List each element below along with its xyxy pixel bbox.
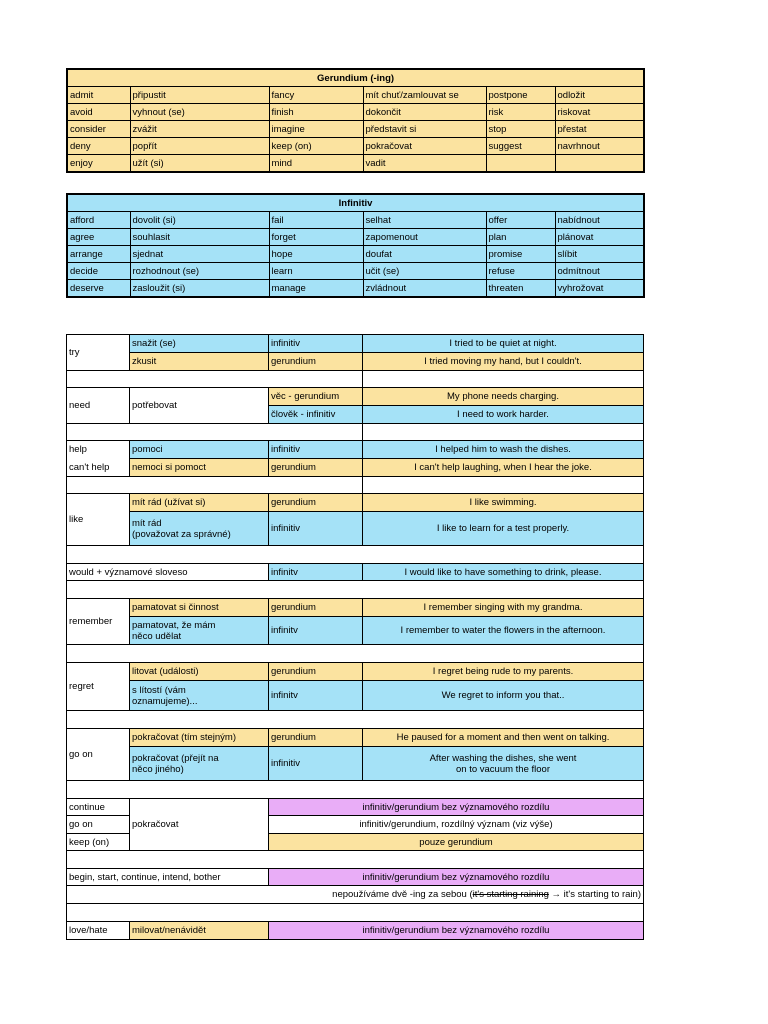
meaning: pokračovat xyxy=(130,799,269,851)
english-verb: forget xyxy=(269,229,363,246)
english-verb: admit xyxy=(67,87,130,104)
example: I tried to be quiet at night. xyxy=(363,335,644,353)
example: I remember to water the flowers in the afternoon. xyxy=(363,617,644,645)
english-verb: deny xyxy=(67,138,130,155)
table-row xyxy=(67,229,644,246)
note: pouze gerundium xyxy=(269,834,644,851)
rule-note xyxy=(67,886,644,904)
form: gerundium xyxy=(269,353,363,371)
czech-translation: souhlasit xyxy=(130,229,269,246)
rule-strikethrough: it's starting raining xyxy=(472,889,549,900)
form: infinitiv xyxy=(269,512,363,546)
meaning-line: něco jiného) xyxy=(132,763,184,775)
czech-translation: zasloužit (si) xyxy=(130,280,269,298)
rule-text: → it's starting to rain) xyxy=(548,889,641,900)
form: infinitiv xyxy=(269,441,363,459)
example: My phone needs charging. xyxy=(363,388,644,406)
english-verb: risk xyxy=(486,104,555,121)
table-row xyxy=(67,155,644,173)
form: infinitv xyxy=(269,681,363,711)
form: gerundium xyxy=(269,459,363,477)
meaning-line: mít rád xyxy=(132,517,162,529)
czech-translation: mít chuť/zamlouvat se xyxy=(363,87,486,104)
english-verb: stop xyxy=(486,121,555,138)
verb-regret: regret xyxy=(67,663,130,711)
czech-translation: vadit xyxy=(363,155,486,173)
table-row xyxy=(67,212,644,229)
form: člověk - infinitiv xyxy=(269,406,363,424)
english-verb: offer xyxy=(486,212,555,229)
note: infinitiv/gerundium bez významového rozdílu xyxy=(269,799,644,816)
table-row xyxy=(67,246,644,263)
meaning: pamatovat si činnost xyxy=(130,599,269,617)
english-verb: deserve xyxy=(67,280,130,298)
example xyxy=(363,747,644,781)
meaning xyxy=(130,617,269,645)
czech-translation: plánovat xyxy=(555,229,644,246)
meaning: zkusit xyxy=(130,353,269,371)
verb-need: need xyxy=(67,388,130,424)
verb-begin-start: begin, start, continue, intend, bother xyxy=(67,869,269,886)
english-verb: refuse xyxy=(486,263,555,280)
meaning-line: pamatovat, že mám xyxy=(132,619,216,631)
table-row xyxy=(67,280,644,298)
verb-try: try xyxy=(67,335,130,371)
meaning-line: oznamujeme)... xyxy=(132,695,198,707)
czech-translation: představit si xyxy=(363,121,486,138)
verb-cant-help: can't help xyxy=(67,459,130,477)
note: infinitiv/gerundium bez významového rozdílu xyxy=(269,869,644,886)
table-row xyxy=(67,121,644,138)
czech-translation: zvládnout xyxy=(363,280,486,298)
example: I need to work harder. xyxy=(363,406,644,424)
czech-translation: selhat xyxy=(363,212,486,229)
verb-help: help xyxy=(67,441,130,459)
form: infinitv xyxy=(269,564,363,581)
meaning: pomoci xyxy=(130,441,269,459)
english-verb: mind xyxy=(269,155,363,173)
english-verb: agree xyxy=(67,229,130,246)
czech-translation: vyhrožovat xyxy=(555,280,644,298)
czech-translation: odložit xyxy=(555,87,644,104)
meaning xyxy=(130,681,269,711)
example: He paused for a moment and then went on talking. xyxy=(363,729,644,747)
example: I regret being rude to my parents. xyxy=(363,663,644,681)
english-verb: finish xyxy=(269,104,363,121)
czech-translation: dovolit (si) xyxy=(130,212,269,229)
table-row xyxy=(67,138,644,155)
meaning: milovat/nenávidět xyxy=(130,922,269,940)
example: I remember singing with my grandma. xyxy=(363,599,644,617)
verb-like: like xyxy=(67,494,130,546)
english-verb: fail xyxy=(269,212,363,229)
czech-translation: zvážit xyxy=(130,121,269,138)
gerund-table xyxy=(66,68,645,173)
form: věc - gerundium xyxy=(269,388,363,406)
english-verb: decide xyxy=(67,263,130,280)
english-verb: plan xyxy=(486,229,555,246)
form: infinitiv xyxy=(269,335,363,353)
czech-translation xyxy=(555,155,644,173)
czech-translation: nabídnout xyxy=(555,212,644,229)
meaning-line: pokračovat (přejít na xyxy=(132,752,219,764)
form: gerundium xyxy=(269,599,363,617)
verb-love-hate: love/hate xyxy=(67,922,130,940)
form: gerundium xyxy=(269,494,363,512)
english-verb: suggest xyxy=(486,138,555,155)
verb-go-on-2: go on xyxy=(67,816,130,834)
example: I would like to have something to drink, please. xyxy=(363,564,644,581)
form: infinitv xyxy=(269,617,363,645)
example: I tried moving my hand, but I couldn't. xyxy=(363,353,644,371)
czech-translation: riskovat xyxy=(555,104,644,121)
czech-translation: užít (si) xyxy=(130,155,269,173)
meaning-line: s lítostí (vám xyxy=(132,684,186,696)
english-verb: manage xyxy=(269,280,363,298)
table-row xyxy=(67,263,644,280)
infinitive-table xyxy=(66,193,645,298)
czech-translation: přestat xyxy=(555,121,644,138)
meaning: pokračovat (tím stejným) xyxy=(130,729,269,747)
english-verb: postpone xyxy=(486,87,555,104)
czech-translation: sjednat xyxy=(130,246,269,263)
czech-translation: popřít xyxy=(130,138,269,155)
english-verb: threaten xyxy=(486,280,555,298)
form: gerundium xyxy=(269,729,363,747)
english-verb xyxy=(486,155,555,173)
english-verb: hope xyxy=(269,246,363,263)
english-verb: afford xyxy=(67,212,130,229)
verb-would: would + významové sloveso xyxy=(67,564,269,581)
meaning xyxy=(130,512,269,546)
meaning: potřebovat xyxy=(130,388,269,424)
czech-translation: učit (se) xyxy=(363,263,486,280)
czech-translation: rozhodnout (se) xyxy=(130,263,269,280)
form: infinitiv xyxy=(269,747,363,781)
english-verb: avoid xyxy=(67,104,130,121)
verb-keep-on: keep (on) xyxy=(67,834,130,851)
verb-remember: remember xyxy=(67,599,130,645)
note: infinitiv/gerundium bez významového rozdílu xyxy=(269,922,644,940)
czech-translation: připustit xyxy=(130,87,269,104)
meaning xyxy=(130,747,269,781)
czech-translation: odmítnout xyxy=(555,263,644,280)
example: I can't help laughing, when I hear the joke. xyxy=(363,459,644,477)
meaning-line: (považovat za správné) xyxy=(132,528,231,540)
table-row xyxy=(67,104,644,121)
gerund-table-title: Gerundium (-ing) xyxy=(67,69,644,87)
english-verb: learn xyxy=(269,263,363,280)
infinitive-table-title: Infinitiv xyxy=(67,194,644,212)
note: infinitiv/gerundium, rozdílný význam (viz výše) xyxy=(269,816,644,834)
english-verb: keep (on) xyxy=(269,138,363,155)
czech-translation: slíbit xyxy=(555,246,644,263)
english-verb: arrange xyxy=(67,246,130,263)
czech-translation: doufat xyxy=(363,246,486,263)
czech-translation: navrhnout xyxy=(555,138,644,155)
meaning: mít rád (užívat si) xyxy=(130,494,269,512)
czech-translation: dokončit xyxy=(363,104,486,121)
english-verb: consider xyxy=(67,121,130,138)
english-verb: fancy xyxy=(269,87,363,104)
example-line: After washing the dishes, she went xyxy=(429,752,577,764)
rule-text: nepoužíváme dvě -ing za sebou ( xyxy=(332,889,473,900)
meaning: snažit (se) xyxy=(130,335,269,353)
english-verb: promise xyxy=(486,246,555,263)
example: We regret to inform you that.. xyxy=(363,681,644,711)
verb-patterns-table xyxy=(66,334,644,940)
table-row xyxy=(67,87,644,104)
example: I helped him to wash the dishes. xyxy=(363,441,644,459)
example: I like to learn for a test properly. xyxy=(363,512,644,546)
meaning: nemoci si pomoct xyxy=(130,459,269,477)
example-line: on to vacuum the floor xyxy=(456,763,550,775)
verb-continue: continue xyxy=(67,799,130,816)
example: I like swimming. xyxy=(363,494,644,512)
english-verb: imagine xyxy=(269,121,363,138)
czech-translation: zapomenout xyxy=(363,229,486,246)
form: gerundium xyxy=(269,663,363,681)
english-verb: enjoy xyxy=(67,155,130,173)
verb-go-on: go on xyxy=(67,729,130,781)
czech-translation: vyhnout (se) xyxy=(130,104,269,121)
meaning-line: něco udělat xyxy=(132,630,182,642)
meaning: litovat (události) xyxy=(130,663,269,681)
czech-translation: pokračovat xyxy=(363,138,486,155)
